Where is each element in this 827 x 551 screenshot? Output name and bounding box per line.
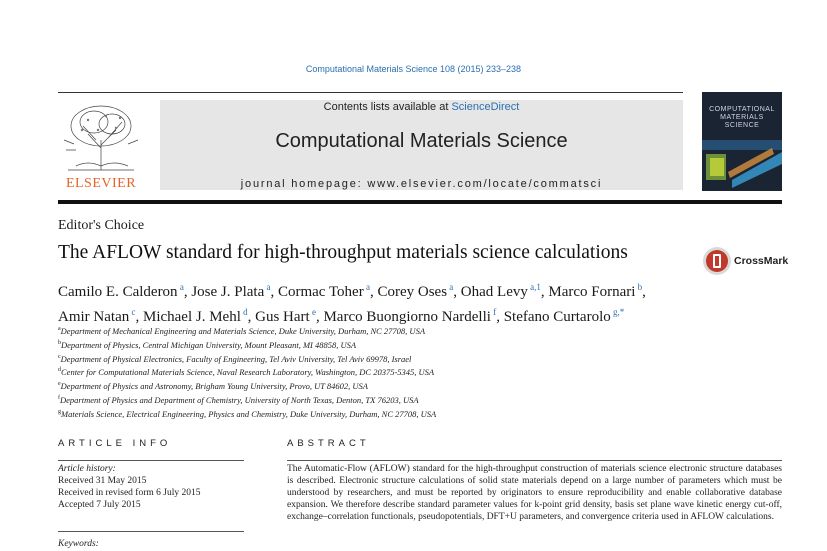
- affiliation-item: [58, 378, 758, 392]
- author-affiliation-marker[interactable]: a: [177, 282, 184, 292]
- author-name[interactable]: Camilo E. Calderon: [58, 284, 178, 300]
- author-affiliation-marker[interactable]: a: [363, 282, 370, 292]
- author-affiliation-marker[interactable]: c: [129, 307, 136, 317]
- author-affiliation-marker[interactable]: e: [309, 307, 316, 317]
- author-separator: ,: [369, 284, 378, 300]
- journal-citation[interactable]: Computational Materials Science 108 (2015) 233–238: [305, 64, 522, 74]
- author-name[interactable]: Stefano Curtarolo: [503, 309, 611, 325]
- section-label: Editor's Choice: [58, 218, 145, 233]
- author-separator: ,: [135, 309, 143, 325]
- affiliation-text: Materials Science, Electrical Engineering, Physics and Chemistry, Duke University, Durham, NC 27708, USA: [61, 408, 437, 419]
- affiliation-item: [58, 364, 758, 378]
- crossmark-label: CrossMark: [734, 255, 789, 267]
- author-separator: ,: [315, 309, 324, 325]
- author-name[interactable]: Michael J. Mehl: [142, 309, 241, 325]
- masthead-rule: [58, 200, 782, 204]
- accepted-date: Accepted 7 July 2015: [58, 500, 141, 510]
- crossmark-icon: [702, 246, 732, 276]
- contents-prefix: Contents lists available at: [323, 101, 452, 113]
- author-affiliation-marker[interactable]: a: [264, 282, 271, 292]
- affiliation-key: e: [58, 381, 61, 388]
- affiliation-item: [58, 337, 758, 351]
- affiliation-text: Department of Physics and Department of Chemistry, University of North Texas, Denton, TX 76203, USA: [60, 394, 419, 405]
- author-line-1: [58, 277, 718, 302]
- header-rule: [58, 92, 683, 93]
- cover-title: COMPUTATIONAL MATERIALS SCIENCE: [709, 106, 775, 129]
- affiliation-key: f: [58, 395, 60, 402]
- author-separator: ,: [496, 309, 504, 325]
- author-separator: ,: [453, 284, 461, 300]
- affiliation-key: b: [58, 339, 61, 346]
- affiliation-text: Department of Mechanical Engineering and Materials Science, Duke University, Durham, NC 27708, USA: [60, 325, 426, 336]
- author-separator: ,: [540, 284, 549, 300]
- contents-line: [160, 101, 683, 113]
- author-name[interactable]: Amir Natan: [58, 309, 130, 325]
- author-separator: ,: [183, 284, 192, 300]
- author-affiliation-marker[interactable]: a: [447, 282, 454, 292]
- author-name[interactable]: Marco Fornari: [548, 284, 636, 300]
- author-name[interactable]: Ohad Levy: [460, 284, 528, 300]
- journal-homepage[interactable]: journal homepage: www.elsevier.com/locate/commatsci: [240, 178, 603, 190]
- author-affiliation-marker[interactable]: a,1: [527, 282, 541, 292]
- author-separator: ,: [642, 284, 646, 300]
- history-label: Article history:: [58, 464, 116, 474]
- author-name[interactable]: Corey Oses: [377, 284, 448, 300]
- author-affiliation-marker[interactable]: d: [240, 307, 248, 317]
- affiliation-text: Department of Physics, Central Michigan University, Mount Pleasant, MI 48858, USA: [61, 339, 357, 350]
- abstract-rule: [287, 460, 782, 461]
- elsevier-logo[interactable]: [58, 100, 144, 192]
- author-list: [58, 277, 718, 327]
- author-name[interactable]: Gus Hart: [255, 309, 310, 325]
- affiliation-text: Department of Physical Electronics, Faculty of Engineering, Tel Aviv University, Tel Aviv 69978, Israel: [60, 353, 412, 364]
- affiliation-item: [58, 392, 758, 406]
- affiliation-list: [58, 323, 758, 420]
- author-affiliation-marker[interactable]: f: [490, 307, 497, 317]
- revised-date: Received in revised form 6 July 2015: [58, 488, 201, 498]
- abstract-text: The Automatic-Flow (AFLOW) standard for the high-throughput construction of materials science electronic structure databases is described. Electronic structure calculations of solid state materials depend on a large number of parameters which must be understood by researchers, and must be reported by originators to ensure reproducibility and enable collaborative database expansion. We therefore describe standard parameter values for k-point grid density, basis set plane wave kinetic energy cut-off, exchange–correlation functionals, pseudopotentials, DFT+U parameters, and convergence criteria used in AFLOW calculations.: [287, 464, 782, 522]
- affiliation-text: Department of Physics and Astronomy, Brigham Young University, Provo, UT 84602, USA: [60, 381, 369, 392]
- journal-cover[interactable]: [702, 92, 782, 191]
- cover-artwork-icon: [702, 92, 782, 191]
- author-affiliation-marker[interactable]: b: [635, 282, 643, 292]
- elsevier-wordmark: ELSEVIER: [65, 176, 137, 191]
- affiliation-key: d: [58, 367, 61, 374]
- author-name[interactable]: Jose J. Plata: [191, 284, 265, 300]
- author-affiliation-marker[interactable]: g,*: [610, 307, 625, 317]
- crossmark-button[interactable]: [702, 246, 789, 276]
- article-info-heading: ARTICLE INFO: [58, 438, 172, 449]
- author-name[interactable]: Marco Buongiorno Nardelli: [323, 309, 491, 325]
- affiliation-item: [58, 351, 758, 365]
- affiliation-key: g: [58, 408, 61, 415]
- affiliation-key: c: [58, 353, 61, 360]
- sciencedirect-link[interactable]: ScienceDirect: [451, 101, 520, 113]
- author-name[interactable]: Cormac Toher: [277, 284, 364, 300]
- article-info-rule: [58, 460, 244, 461]
- affiliation-item: [58, 323, 758, 337]
- received-date: Received 31 May 2015: [58, 476, 147, 486]
- journal-title: Computational Materials Science: [275, 130, 568, 152]
- author-separator: ,: [270, 284, 278, 300]
- article-history: [58, 463, 200, 511]
- abstract-heading: ABSTRACT: [287, 438, 370, 449]
- affiliation-key: a: [58, 326, 61, 332]
- author-separator: ,: [247, 309, 256, 325]
- keywords-rule: [58, 531, 244, 532]
- article-title: The AFLOW standard for high-throughput materials science calculations: [58, 242, 628, 263]
- keywords-label: Keywords:: [58, 539, 99, 549]
- affiliation-text: Center for Computational Materials Science, Naval Research Laboratory, Washington, DC 20375-5345, USA: [61, 367, 435, 378]
- affiliation-item: [58, 406, 758, 420]
